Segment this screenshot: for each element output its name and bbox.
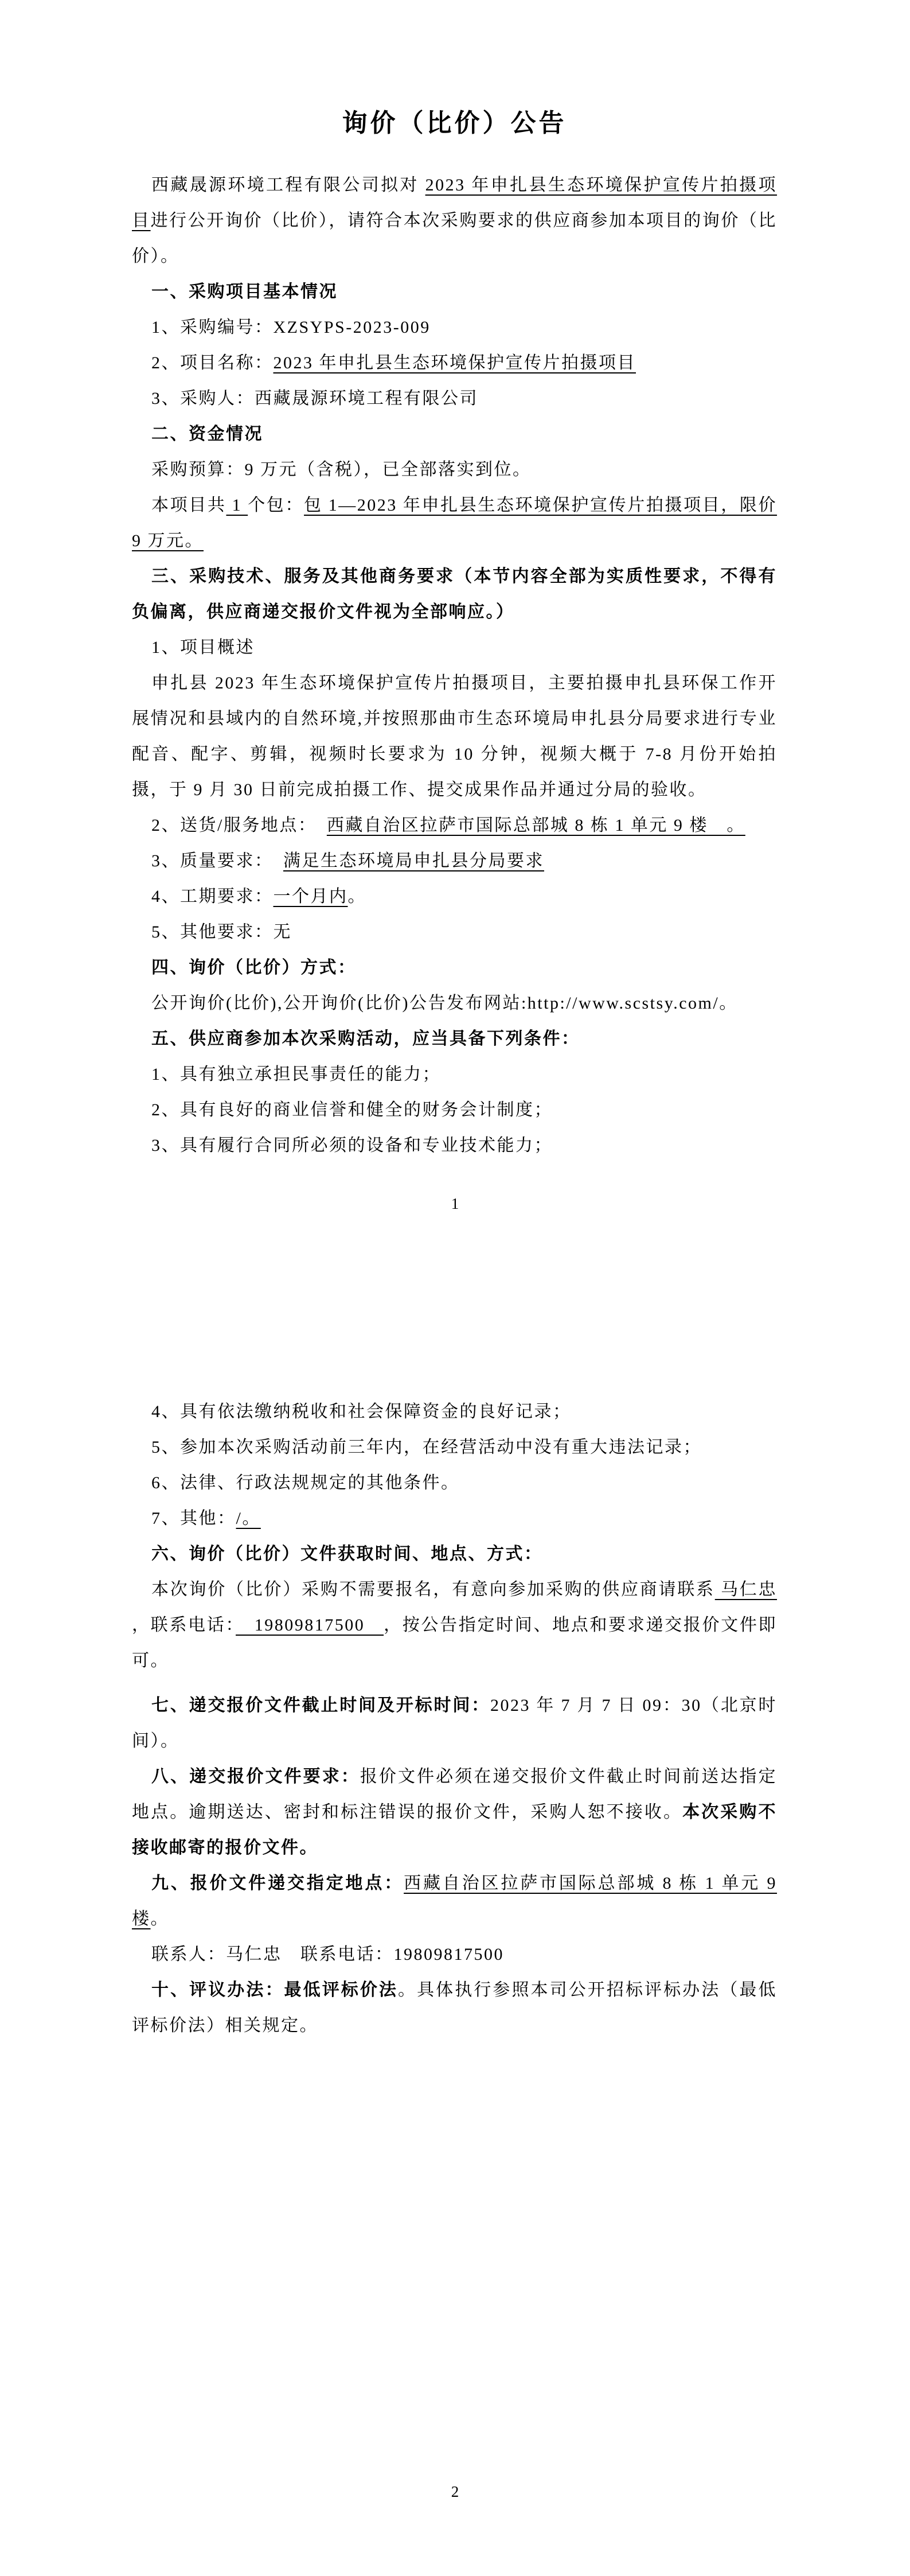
- section-9-location-line: [132, 1866, 777, 1937]
- text-run: 2、项目名称：: [151, 353, 274, 372]
- underlined-other-slash: /。: [236, 1509, 261, 1528]
- duration-requirement-item: [132, 879, 777, 915]
- doc-title: 询价（比价）公告: [342, 109, 567, 137]
- supplier-condition-6: 6、法律、行政法规规定的其他条件。: [151, 1473, 460, 1492]
- section-2-heading: 二、资金情况: [151, 425, 263, 443]
- page-1-content: [0, 0, 910, 1164]
- bold-run: 八、递交报价文件要求：: [151, 1767, 360, 1786]
- section-4-heading: 四、询价（比价）方式：: [151, 958, 357, 977]
- text-run: 7、其他：: [151, 1509, 236, 1528]
- section-7-deadline-line: [132, 1688, 777, 1759]
- underlined-duration: 一个月内: [273, 887, 348, 906]
- supplier-condition-3: 3、具有履行合同所必须的设备和专业技术能力；: [151, 1136, 553, 1155]
- section-10-evaluation-line: [132, 1972, 777, 2044]
- section-6-heading: 六、询价（比价）文件获取时间、地点、方式：: [151, 1544, 543, 1563]
- budget-line: 采购预算：9 万元（含税），已全部落实到位。: [151, 460, 532, 479]
- underlined-contact-name: 马仁忠: [714, 1580, 778, 1599]
- intro-paragraph: [132, 168, 777, 274]
- page-2-content: [0, 1288, 910, 2044]
- section-1-heading: 一、采购项目基本情况: [151, 282, 338, 301]
- underlined-package-count: 1: [226, 496, 248, 515]
- text-run: 报价文件必须在递交报价文件截止时间前送达指定地点。逾期送达、密封和标注错误的报价文件，采购人恕不接收。: [132, 1767, 777, 1822]
- text-run: 4、工期要求：: [151, 887, 274, 906]
- purchaser-item: 3、采购人：西藏晟源环境工程有限公司: [151, 389, 478, 408]
- project-name-item: [132, 345, 777, 381]
- document-obtain-paragraph: [132, 1572, 777, 1679]
- supplier-condition-2: 2、具有良好的商业信誉和健全的财务会计制度；: [151, 1100, 553, 1119]
- page-number: 1: [451, 1195, 459, 1212]
- underlined-submit-address: 西藏自治区拉萨市国际总部城 8 栋 1 单元 9 楼: [132, 1874, 778, 1928]
- deadline-datetime: 2023 年 7 月 7 日 09：30（北京时间）。: [132, 1696, 777, 1750]
- supplier-condition-5: 5、参加本次采购活动前三年内，在经营活动中没有重大违法记录；: [151, 1438, 702, 1457]
- text-run: 3、质量要求：: [151, 851, 283, 870]
- underlined-contact-phone: 19809817500: [236, 1616, 384, 1635]
- purchase-number-item: 1、采购编号：XZSYPS-2023-009: [151, 318, 431, 337]
- text-run: 进行公开询价（比价），请符合本次采购要求的供应商参加本项目的询价（比价）。: [132, 211, 778, 266]
- inquiry-method-line: 公开询价(比价),公开询价(比价)公告发布网站:http://www.scstsy.com/。: [151, 994, 738, 1013]
- underlined-project-name: 2023 年申扎县生态环境保护宣传片拍摄项目: [273, 353, 636, 372]
- section-8-requirements-paragraph: [132, 1759, 777, 1866]
- bold-run: 九、报价文件递交指定地点：: [151, 1874, 404, 1893]
- project-description: 申扎县 2023 年生态环境保护宣传片拍摄项目，主要拍摄申扎县环保工作开展情况和县域内的自然环境,并按照那曲市生态环境局申扎县分局要求进行专业配音、配字、剪辑，视频时长要求为 10 分钟，视频大概于 7-8 月份开始拍摄，于 9 月 30 日前完成拍摄工作、提交成果作品并通过分局的验收。: [132, 674, 777, 799]
- supplier-condition-1: 1、具有独立承担民事责任的能力；: [151, 1065, 441, 1084]
- text-run: 西藏晟源环境工程有限公司拟对: [151, 176, 425, 194]
- text-run: 。: [347, 887, 366, 906]
- text-run: 。: [150, 1909, 169, 1928]
- text-run: 个包：: [248, 496, 304, 515]
- text-run: 2、送货/服务地点：: [151, 816, 327, 835]
- project-overview-item: 1、项目概述: [151, 638, 255, 657]
- package-line: [132, 488, 777, 559]
- supplier-condition-7: [132, 1501, 777, 1536]
- underlined-delivery-address: 西藏自治区拉萨市国际总部城 8 栋 1 单元 9 楼 。: [326, 816, 745, 835]
- underlined-package-name: 包 1—2023 年申扎县生态环境保护宣传片拍摄项目，限价 9 万元。: [132, 496, 778, 550]
- supplier-condition-4: 4、具有依法缴纳税收和社会保障资金的良好记录；: [151, 1402, 572, 1421]
- text-run: ，按公告指定时间、地点和要求递交报价文件即可。: [132, 1616, 778, 1670]
- delivery-location-item: [132, 808, 777, 843]
- bold-run: 七、递交报价文件截止时间及开标时间：: [151, 1696, 490, 1715]
- other-requirement-item: 5、其他要求：无: [151, 923, 292, 941]
- text-run: ，联系电话：: [132, 1616, 236, 1635]
- text-run: 本次询价（比价）采购不需要报名，有意向参加采购的供应商请联系: [151, 1580, 715, 1599]
- text-run: 。具体执行参照本司公开招标评标办法（最低评标价法）相关规定。: [132, 1980, 777, 2035]
- quality-requirement-item: [132, 843, 777, 879]
- bold-run: 十、评议办法：最低评标价法: [151, 1980, 399, 1999]
- page-number: 2: [451, 2483, 459, 2500]
- section-3-heading: 三、采购技术、服务及其他商务要求（本节内容全部为实质性要求，不得有负偏离，供应商递交报价文件视为全部响应。）: [132, 567, 777, 621]
- underlined-project-name: 2023 年申扎县生态环境保护宣传片拍摄项目: [132, 176, 778, 230]
- text-run: 本项目共: [151, 496, 226, 515]
- underlined-quality-requirement: 满足生态环境局申扎县分局要求: [283, 851, 544, 870]
- section-5-heading: 五、供应商参加本次采购活动，应当具备下列条件：: [151, 1029, 580, 1048]
- page-2: [0, 1288, 910, 2576]
- bold-no-mail-note: 本次采购不接收邮寄的报价文件。: [132, 1803, 778, 1857]
- contact-line: 联系人：马仁忠 联系电话：19809817500: [151, 1945, 504, 1964]
